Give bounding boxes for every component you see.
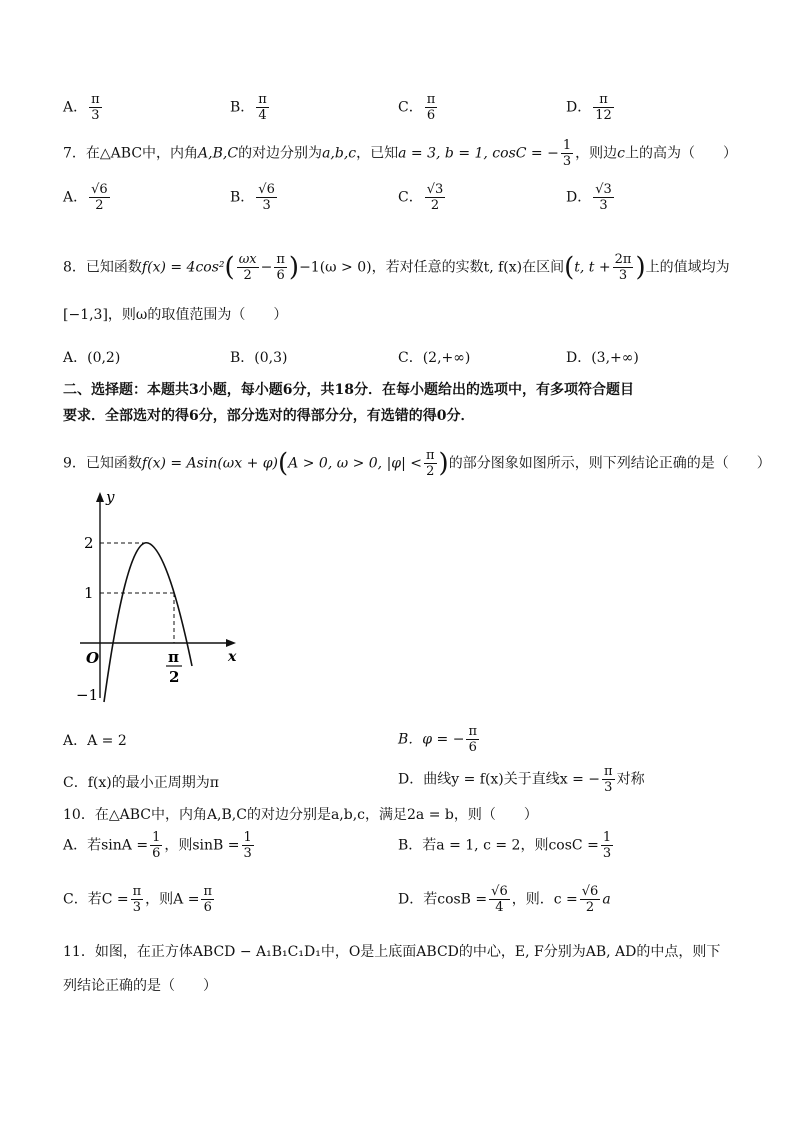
fraction: $\frac{\pi}{3}$ [91, 92, 100, 123]
fraction: $\frac{\pi}{2}$ [426, 448, 435, 479]
fraction: $\frac{1}{3}$ [243, 830, 252, 861]
fraction: $\frac{1}{6}$ [152, 830, 161, 861]
q6-option-c[interactable]: C． $\frac{\pi}{6}$ [398, 92, 436, 123]
q8-option-b[interactable]: B．(0,3) [230, 350, 288, 366]
fraction: $\frac{2\pi}{3}$ [614, 252, 632, 283]
y-label: y [106, 488, 115, 506]
q10-stem: 10．在△ABC中，内角A,B,C的对边分别是a,b,c，满足2a = b，则（ ） [63, 807, 538, 823]
q6-option-d[interactable]: D． $\frac{\pi}{12}$ [566, 92, 612, 123]
fraction: $\frac{√3}{3}$ [595, 182, 612, 213]
fraction: $\frac{\pi}{6}$ [203, 884, 212, 915]
tick-2: 2 [84, 534, 94, 552]
fraction: $\frac{√3}{2}$ [426, 182, 444, 213]
q9-option-b[interactable]: B．φ = − $\frac{\pi}{6}$ [398, 724, 477, 755]
q8-option-c[interactable]: C．(2,+∞) [398, 350, 471, 366]
q8-stem-line2: [−1,3]，则ω的取值范围为（ ） [63, 307, 288, 323]
q9-option-a[interactable]: A．A = 2 [63, 733, 127, 749]
fraction: $\frac{\pi}{12}$ [595, 92, 612, 123]
section2-heading-line2: 要求．全部选对的得6分，部分选对的得部分分，有选错的得0分． [63, 408, 475, 424]
q7-option-c[interactable]: C． $\frac{√3}{2}$ [398, 182, 444, 213]
fraction: $\frac{\omega x}{2}$ [238, 252, 257, 283]
fraction: $\frac{√6}{2}$ [581, 884, 599, 915]
q9-option-c[interactable]: C．f(x)的最小正周期为π [63, 775, 219, 791]
x-label: x [228, 649, 237, 665]
q10-option-c[interactable]: C．若C = $\frac{\pi}{3}$ ，则A = $\frac{\pi}{6}$ [63, 884, 212, 915]
q11-stem-line2: 列结论正确的是（ ） [63, 978, 217, 994]
q6-option-a[interactable]: A． $\frac{\pi}{3}$ [63, 92, 100, 123]
fraction: $\frac{\pi}{3}$ [132, 884, 142, 915]
x-tick-den: 2 [169, 668, 180, 686]
q9-stem: 9．已知函数f(x) = Asin(ωx + φ)(A > 0, ω > 0, |φ| < $\frac{\pi}{2}$ )的部分图象如图所示，则下列结论正确的是（ ） [63, 448, 771, 479]
q10-option-d[interactable]: D．若cosB = $\frac{√6}{4}$ ，则．c = $\frac{√6}{2}$ a [398, 884, 611, 915]
fraction: $\frac{\pi}{6}$ [468, 724, 477, 755]
q9-option-d[interactable]: D．曲线y = f(x)关于直线x = − $\frac{\pi}{3}$ 对称 [398, 764, 645, 795]
origin-label: O [86, 649, 100, 667]
fraction: $\frac{√6}{4}$ [491, 884, 508, 915]
q6-option-b[interactable]: B． $\frac{\pi}{4}$ [230, 92, 267, 123]
fraction: $\frac{1}{3}$ [602, 830, 612, 861]
q8-option-a[interactable]: A．(0,2) [63, 350, 121, 366]
tick-1: 1 [84, 584, 94, 602]
q8-stem: 8．已知函数f(x) = 4cos²( $\frac{\omega x}{2}$ − $\frac{\pi}{6}$ )−1(ω > 0)，若对任意的实数t, f(x)在区间(t, t + $\frac{2\pi}{3}$ )上的值域均为 [63, 252, 730, 283]
q7-option-b[interactable]: B． $\frac{√6}{3}$ [230, 182, 275, 213]
fraction: $\frac{1}{3}$ [562, 138, 572, 169]
q10-option-b[interactable]: B．若a = 1, c = 2，则cosC = $\frac{1}{3}$ [398, 830, 612, 861]
fraction: $\frac{\pi}{3}$ [604, 764, 613, 795]
q11-stem-line1: 11．如图，在正方体ABCD − A₁B₁C₁D₁中，O是上底面ABCD的中心，E, F分别为AB, AD的中点，则下 [63, 944, 721, 960]
q7-option-d[interactable]: D． $\frac{√3}{3}$ [566, 182, 612, 213]
tick-minus1: −1 [76, 686, 99, 704]
q7-option-a[interactable]: A． $\frac{√6}{2}$ [63, 182, 108, 213]
fraction: $\frac{\pi}{6}$ [426, 92, 436, 123]
section2-heading-line1: 二、选择题：本题共3小题，每小题6分，共18分．在每小题给出的选项中，有多项符合题目 [63, 382, 634, 398]
fraction: $\frac{√6}{2}$ [91, 182, 108, 213]
x-axis-arrow [226, 639, 236, 647]
q7-stem: 7．在△ABC中，内角A,B,C的对边分别为a,b,c，已知a = 3, b = 1, cosC = − $\frac{1}{3}$ ，则边c上的高为（ ） [63, 138, 737, 169]
q9-graph [72, 488, 242, 710]
q8-option-d[interactable]: D．(3,+∞) [566, 350, 639, 366]
q10-option-a[interactable]: A．若sinA = $\frac{1}{6}$ ，则sinB = $\frac{1}{3}$ [63, 830, 252, 861]
fraction: $\frac{\pi}{6}$ [276, 252, 285, 283]
y-axis-arrow [96, 492, 104, 502]
x-tick-num: π [168, 648, 179, 666]
fraction: $\frac{\pi}{4}$ [258, 92, 267, 123]
fraction: $\frac{√6}{3}$ [258, 182, 275, 213]
